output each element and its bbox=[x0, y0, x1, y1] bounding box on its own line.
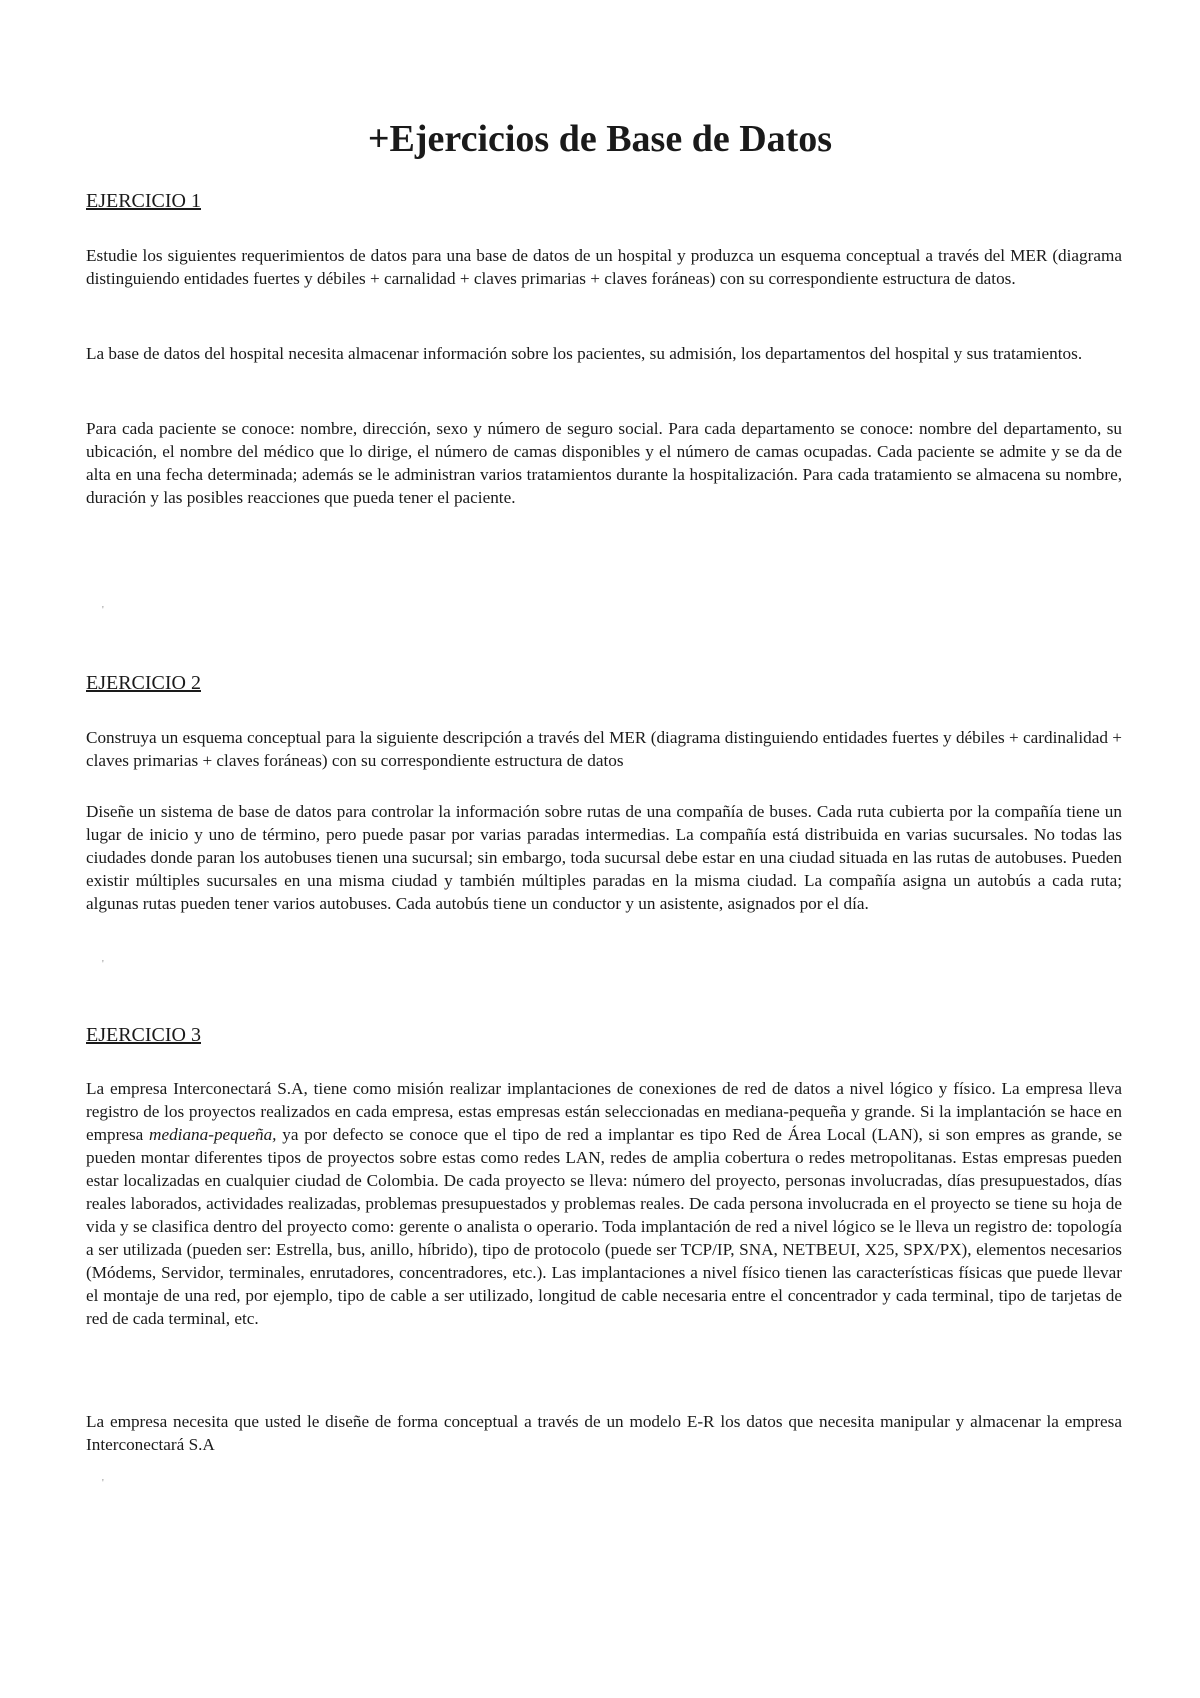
exercise-1-heading-block bbox=[86, 188, 1122, 214]
exercise-3-paragraph-1-part-b: ya por defecto se conoce que el tipo de red a implantar es tipo Red de Área Local (LAN), si son empres as grande, se pueden montar diferentes tipos de proyectos sobre estas como redes LAN, redes de amplia cobertura o redes metropolitanas. Estas empresas pueden estar localizadas en cualquier ciudad de Colombia. De cada proyecto se lleva: número del proyecto, personas involucradas, días presupuestados, días reales laborados, actividades realizadas, problemas presupuestados y problemas reales. De cada persona involucrada en el proyecto se tiene su hoja de vida y se clasifica dentro del proyecto como: gerente o analista o operario. Toda implantación de red a nivel lógico se le lleva un registro de: topología a ser utilizada (pueden ser: Estrella, bus, anillo, híbrido), tipo de protocolo (puede ser TCP/IP, SNA, NETBEUI, X25, SPX/PX), elementos necesarios (Módems, Servidor, terminales, enrutadores, concentradores, etc.). Las implantaciones a nivel físico tienen las características físicas que puede llevar el montaje de una red, por ejemplo, tipo de cable a ser utilizado, longitud de cable necesaria entre el concentrador y cada terminal, tipo de tarjetas de red de cada terminal, etc. bbox=[86, 1125, 1122, 1328]
exercise-3-paragraph-1-italic: mediana-pequeña, bbox=[149, 1125, 277, 1144]
exercise-2-paragraph-2-block bbox=[86, 800, 1122, 915]
exercise-2-heading-block bbox=[86, 670, 1122, 696]
exercise-1-paragraph-3-block bbox=[86, 417, 1122, 509]
exercise-2-paragraph-1-block bbox=[86, 726, 1122, 772]
exercise-1-heading: EJERCICIO 1 bbox=[86, 190, 201, 212]
stray-mark-2: ' bbox=[102, 959, 104, 970]
exercise-3-paragraph-2-block bbox=[86, 1410, 1122, 1456]
stray-mark-1: ' bbox=[102, 605, 104, 616]
exercise-1-paragraph-1-block bbox=[86, 244, 1122, 290]
exercise-3-paragraph-1 bbox=[86, 1077, 1122, 1330]
document-title: +Ejercicios de Base de Datos bbox=[367, 118, 833, 160]
exercise-3-paragraph-2: La empresa necesita que usted le diseñe de forma conceptual a través de un modelo E-R los datos que necesita manipular y almacenar la empresa Interconectará S.A bbox=[86, 1412, 1122, 1454]
exercise-3-paragraph-1-part-a: La empresa Interconectará S.A, tiene como misión realizar implantaciones de conexiones de red de datos a nivel lógico y físico. La empresa lleva registro de los proyectos realizados en cada empresa, estas empresas están seleccionadas en mediana-pequeña y grande. Si la implantación se hace en empresa bbox=[86, 1079, 1122, 1144]
exercise-3-paragraph-1-block bbox=[86, 1077, 1122, 1330]
exercise-1-paragraph-2: La base de datos del hospital necesita almacenar información sobre los pacientes, su admisión, los departamentos del hospital y sus tratamientos. bbox=[86, 344, 1083, 363]
exercise-3-heading: EJERCICIO 3 bbox=[86, 1024, 201, 1046]
exercise-2-paragraph-1: Construya un esquema conceptual para la siguiente descripción a través del MER (diagrama distinguiendo entidades fuertes y débiles + cardinalidad + claves primarias + claves foráneas) con su correspondiente estructura de datos bbox=[86, 728, 1122, 770]
exercise-2-paragraph-2: Diseñe un sistema de base de datos para controlar la información sobre rutas de una compañía de buses. Cada ruta cubierta por la compañía tiene un lugar de inicio y uno de término, pero puede pasar por varias paradas intermedias. La compañía está distribuida en varias sucursales. No todas las ciudades donde paran los autobuses tienen una sucursal; sin embargo, toda sucursal debe estar en una ciudad situada en las rutas de autobuses. Pueden existir múltiples sucursales en una misma ciudad y también múltiples paradas en la misma ciudad. La compañía asigna un autobús a cada ruta; algunas rutas pueden tener varios autobuses. Cada autobús tiene un conductor y un asistente, asignados por el día. bbox=[86, 802, 1122, 913]
exercise-2-heading: EJERCICIO 2 bbox=[86, 672, 201, 694]
exercise-3-heading-block bbox=[86, 1022, 1122, 1048]
exercise-1-paragraph-2-block bbox=[86, 342, 1122, 365]
exercise-1-paragraph-3: Para cada paciente se conoce: nombre, dirección, sexo y número de seguro social. Para cada departamento se conoce: nombre del departamento, su ubicación, el nombre del médico que lo dirige, el número de camas disponibles y el número de camas ocupadas. Cada paciente se admite y se da de alta en una fecha determinada; además se le administran varios tratamientos durante la hospitalización. Para cada tratamiento se almacena su nombre, duración y las posibles reacciones que pueda tener el paciente. bbox=[86, 419, 1122, 507]
stray-mark-3: ' bbox=[102, 1478, 104, 1489]
exercise-1-paragraph-1: Estudie los siguientes requerimientos de datos para una base de datos de un hospital y produzca un esquema conceptual a través del MER (diagrama distinguiendo entidades fuertes y débiles + carnalidad + claves primarias + claves foráneas) con su correspondiente estructura de datos. bbox=[86, 246, 1122, 288]
